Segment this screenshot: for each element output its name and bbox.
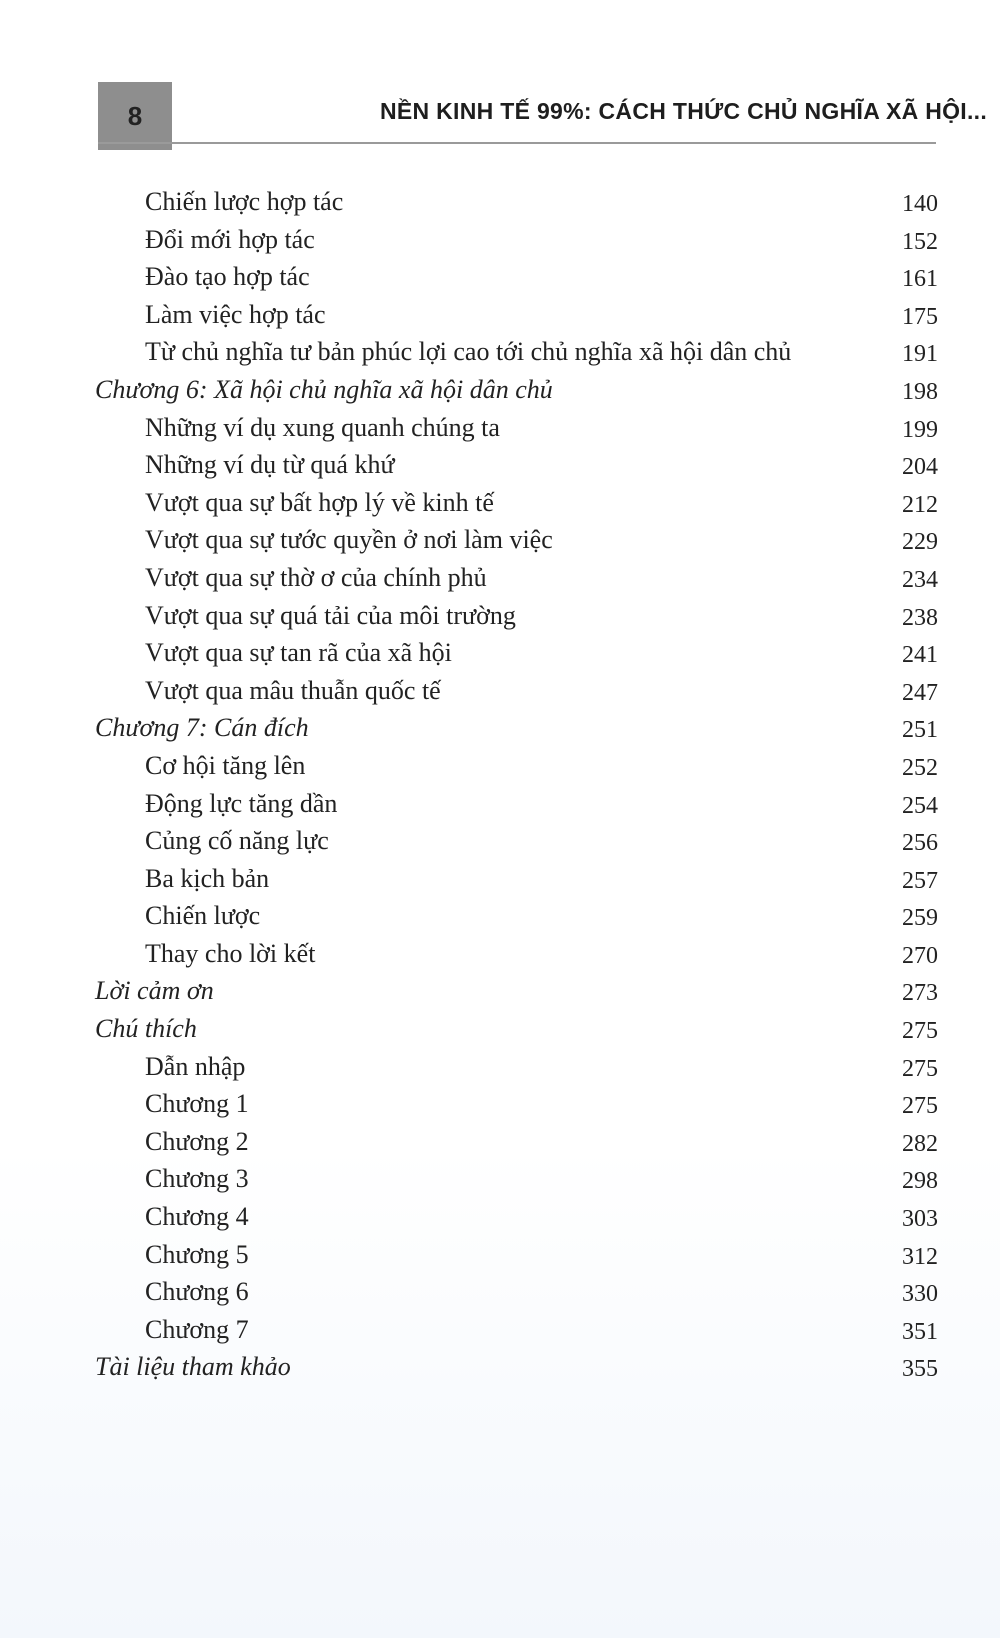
toc-chapter-entry	[0, 976, 1000, 1014]
toc-section-entry	[0, 225, 1000, 263]
toc-section-entry	[0, 1052, 1000, 1090]
toc-entry-page-number: 161	[902, 266, 938, 293]
toc-section-entry	[0, 789, 1000, 827]
toc-entry-title: Dẫn nhập	[145, 1051, 246, 1081]
toc-entry-page-number: 257	[902, 867, 938, 894]
toc-section-entry	[0, 488, 1000, 526]
toc-entry-title: Chiến lược hợp tác	[145, 187, 344, 216]
toc-entry-page-number: 275	[902, 1018, 938, 1045]
toc-entry-page-number: 251	[902, 717, 938, 744]
toc-entry-title: Chương 6	[145, 1277, 249, 1307]
toc-section-entry	[0, 1127, 1000, 1165]
toc-entry-title: Những ví dụ từ quá khứ	[145, 450, 395, 480]
toc-entry-page-number: 254	[902, 792, 938, 819]
toc-entry-title: Chương 4	[145, 1202, 249, 1232]
toc-section-entry	[0, 751, 1000, 789]
toc-entry-title: Từ chủ nghĩa tư bản phúc lợi cao tới chủ nghĩa xã hội dân chủ	[145, 337, 792, 367]
running-header-title: NỀN KINH TẾ 99%: CÁCH THỨC CHỦ NGHĨA XÃ HỘI...	[380, 98, 988, 124]
toc-entry-title: Động lực tăng dần	[145, 788, 338, 818]
toc-section-entry	[0, 676, 1000, 714]
toc-section-entry	[0, 638, 1000, 676]
toc-entry-page-number: 256	[902, 830, 938, 857]
toc-entry-page-number: 238	[902, 604, 938, 631]
toc-entry-title: Chú thích	[95, 1014, 197, 1044]
toc-entry-page-number: 351	[902, 1318, 938, 1345]
page-number: 8	[127, 100, 143, 131]
toc-section-entry	[0, 525, 1000, 563]
toc-entry-title: Những ví dụ xung quanh chúng ta	[145, 412, 500, 442]
toc-entry-title: Vượt qua sự tan rã của xã hội	[145, 638, 452, 668]
toc-section-entry	[0, 826, 1000, 864]
toc-entry-page-number: 241	[902, 642, 938, 669]
toc-chapter-entry	[0, 713, 1000, 751]
toc-section-entry	[0, 187, 1000, 225]
toc-entry-title: Chương 5	[145, 1239, 249, 1269]
toc-entry-page-number: 234	[902, 566, 938, 593]
toc-entry-title: Đào tạo hợp tác	[145, 262, 310, 292]
toc-section-entry	[0, 337, 1000, 375]
toc-entry-page-number: 204	[902, 454, 938, 481]
toc-entry-title: Ba kịch bản	[145, 863, 270, 893]
toc-entry-title: Chương 3	[145, 1164, 249, 1194]
toc-section-entry	[0, 300, 1000, 338]
toc-section-entry	[0, 864, 1000, 902]
toc-entry-page-number: 303	[902, 1206, 938, 1233]
toc-entry-page-number: 152	[902, 228, 938, 255]
toc-entry-title: Chương 1	[145, 1089, 249, 1119]
toc-entry-title: Chiến lược	[145, 901, 261, 931]
toc-entry-title: Chương 7: Cán đích	[95, 713, 309, 743]
toc-entry-page-number: 198	[902, 378, 938, 405]
toc-entry-page-number: 355	[902, 1356, 938, 1383]
toc-entry-page-number: 298	[902, 1168, 938, 1195]
toc-entry-title: Củng cố năng lực	[145, 826, 329, 856]
toc-entry-title: Vượt qua sự tước quyền ở nơi làm việc	[145, 525, 553, 555]
toc-section-entry	[0, 413, 1000, 451]
toc-section-entry	[0, 1089, 1000, 1127]
toc-entry-title: Chương 7	[145, 1314, 249, 1344]
toc-entry-title: Thay cho lời kết	[145, 938, 316, 968]
toc-chapter-entry	[0, 1352, 1000, 1390]
toc-entry-title: Cơ hội tăng lên	[145, 750, 306, 780]
toc-entry-page-number: 212	[902, 491, 938, 518]
page-number-box	[98, 82, 172, 150]
toc-entry-page-number: 175	[902, 303, 938, 330]
toc-entry-page-number: 312	[902, 1243, 938, 1270]
toc-section-entry	[0, 939, 1000, 977]
toc-section-entry	[0, 1240, 1000, 1278]
toc-entry-title: Chương 6: Xã hội chủ nghĩa xã hội dân chủ	[95, 374, 553, 404]
toc-entry-title: Vượt qua mâu thuẫn quốc tế	[145, 675, 441, 705]
toc-entry-page-number: 199	[902, 416, 938, 443]
toc-section-entry	[0, 1277, 1000, 1315]
toc-section-entry	[0, 1315, 1000, 1353]
toc-section-entry	[0, 1202, 1000, 1240]
toc-entry-page-number: 247	[902, 679, 938, 706]
toc-section-entry	[0, 450, 1000, 488]
toc-entry-title: Làm việc hợp tác	[145, 299, 326, 329]
toc-entry-page-number: 140	[902, 191, 938, 217]
toc-chapter-entry	[0, 375, 1000, 413]
toc-section-entry	[0, 601, 1000, 639]
toc-entry-page-number: 252	[902, 754, 938, 781]
toc-entry-page-number: 275	[902, 1093, 938, 1120]
toc-entry-title: Vượt qua sự quá tải của môi trường	[145, 600, 516, 630]
toc-entry-title: Tài liệu tham khảo	[95, 1352, 291, 1382]
header-divider	[98, 142, 936, 144]
toc-entry-title: Lời cảm ơn	[95, 976, 214, 1006]
toc-entry-page-number: 270	[902, 942, 938, 969]
toc-entry-title: Đổi mới hợp tác	[145, 224, 315, 254]
toc-entry-title: Vượt qua sự bất hợp lý về kinh tế	[145, 487, 494, 517]
toc-entry-page-number: 191	[902, 341, 938, 368]
toc-entry-page-number: 282	[902, 1130, 938, 1157]
toc-section-entry	[0, 262, 1000, 300]
toc-entry-page-number: 330	[902, 1281, 938, 1308]
toc-section-entry	[0, 1164, 1000, 1202]
table-of-contents	[0, 187, 1000, 1390]
toc-section-entry	[0, 563, 1000, 601]
toc-entry-page-number: 275	[902, 1055, 938, 1082]
toc-entry-title: Chương 2	[145, 1126, 249, 1156]
toc-section-entry	[0, 901, 1000, 939]
toc-entry-page-number: 273	[902, 980, 938, 1007]
toc-entry-page-number: 259	[902, 905, 938, 932]
toc-entry-title: Vượt qua sự thờ ơ của chính phủ	[145, 562, 487, 592]
toc-chapter-entry	[0, 1014, 1000, 1052]
toc-entry-page-number: 229	[902, 529, 938, 556]
